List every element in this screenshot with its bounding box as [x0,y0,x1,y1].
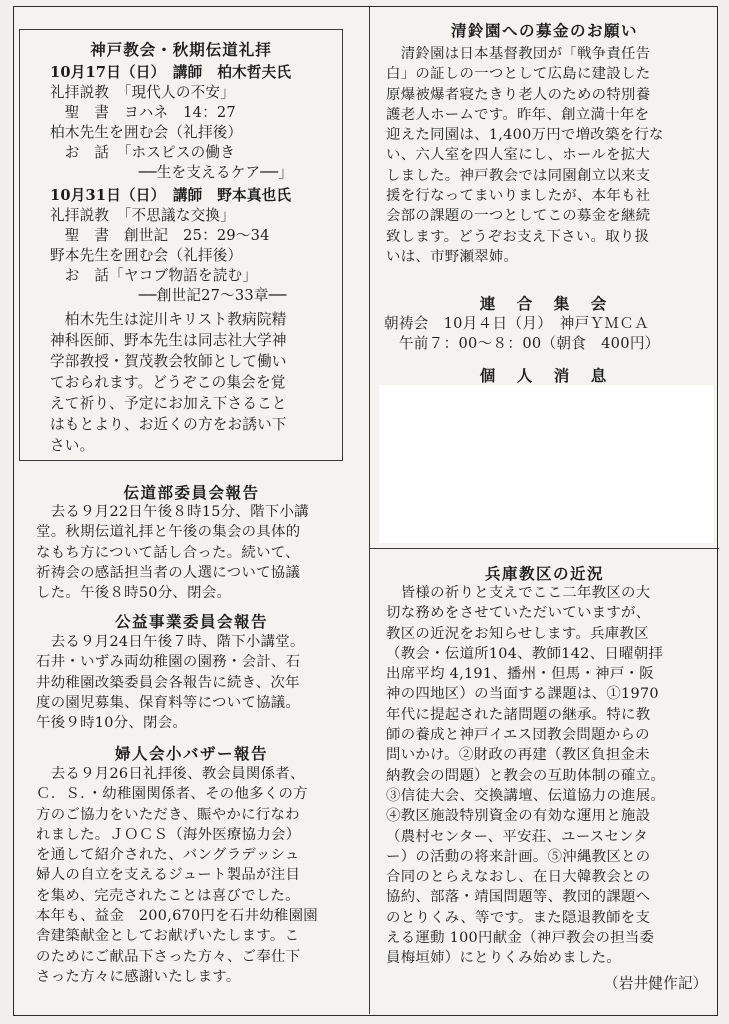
hyogo-title: 兵庫教区の近況 [484,564,604,583]
event-line: ておられます。どうぞこの集会を覚 [50,374,286,391]
event-line: はもとより、お近くの方をお誘い下 [50,416,287,433]
column-divider [369,7,370,1014]
event-line: 野本先生を囲む会（礼拝後） [50,247,243,264]
fujinkai-title: 婦人会小バザー報告 [114,744,268,763]
hyogo-body: 皆様の祈りと支えでここ二年教区の大 切な務めをさせていただいていますが、 教区の近況をお知らせします。兵庫教区 （教会・伝道所104、教師142、日曜朝拝 出席平均 4,191、播州・但馬・神戸・阪 神の四地区）の当面する課題は、①1970 年代に提起された諸問題の継承。特に教 師の養成と神戸イエス団教会問題からの 問いかけ。②財政の再建（教区負担金未 納教会の問題）と教会の互助体制の確立。 ③信徒大会、交換講壇、伝道協力の進展。 ④教区施設特別資金の有効な運用と施設 （農村センター、平安荘、ユースセンタ ー）の活動の将来計画。⑤沖縄教区との 合同のとらえなおし、在日大韓教会との 協約、部落・靖国問題等、教団的課題へ のとりくみ、等です。また隠退教師を支 える運動 100円献金（神戸教会の担当委 員梅垣姉）にとりくみ始めました。 [386,585,666,967]
event-line: ──生を支えるケア──」 [50,164,294,181]
event-title: 神戸教会・秋期伝道礼拝 [90,40,272,59]
event-line: 礼拝説教 「現代人の不安」 [50,84,236,101]
rengo-title: 連 合 集 会 [479,294,610,313]
event-line: 10月31日（日） 講師 野本真也氏 [50,187,292,204]
event-line: 礼拝説教 「不思議な交換」 [50,207,236,224]
rengo-body: 朝祷会 10月４日（月） 神戸ＹＭＣＡ 午前７：00〜８：00（朝食 400円） [384,315,660,353]
event-line: 聖 書 ヨハネ 14：27 [50,104,236,121]
event-line: 柏木先生は淀川キリスト教病院精 [50,311,287,328]
kojin-title: 個 人 消 息 [479,366,610,385]
event-line: さい。 [50,437,95,454]
seireien-title: 清鈴園への募金のお願い [450,21,638,40]
event-line: えて祈り、予定にお加え下さること [50,395,287,412]
event-line: お 話 「ホスピスの働き [50,144,236,161]
event-line: お 話「ヤコブ物語を読む」 [50,267,258,284]
event-line: 10月17日（日） 講師 柏木哲夫氏 [50,64,292,81]
event-box [19,29,343,461]
koueki-body: 去る９月24日午後７時、階下小講堂。 石井・いずみ両幼稚園の園務・会計、石 井幼稚園改築委員会各報告に続き、次年 度の園児募集、保育料等について協議。 午後９時10分、閉会。 [36,634,305,732]
event-line: 学部教授・賀茂教会牧師として働い [50,353,287,370]
hyogo-author: （岩井健作記） [604,975,708,992]
event-line: 柏木先生を囲む会（礼拝後） [50,124,243,141]
dendobu-body: 去る９月22日午後８時15分、階下小講 堂。秋期伝道礼拝と午後の集会の具体的 なもち方について話し合った。続いて、 祈祷会の感話担当者の人選について協議 した。午後８時50分、閉会。 [36,504,309,602]
bulletin-page [13,6,718,1016]
event-line: 神科医師、野本先生は同志社大学神 [50,332,287,349]
seireien-body: 清鈴園は日本基督教団が「戦争責任告 白」の証しの一つとして広島に建設した 原爆被爆者寝たきり老人のための特別養 護老人ホームです。昨年、創立満十年を 迎えた同園は、1,400万円で増改築を行な い、六人室を四人室にし、ホールを拡大 しました。神戸教会では同園創立以来支 援を行なってまいりましたが、本年も社 会部の課題の一つとしてこの募金を継続 致します。どうぞお支え下さい。取り扱 いは、市野瀬翠姉。 [386,46,664,265]
koueki-title: 公益事業委員会報告 [114,612,268,631]
event-line: ──創世記27〜33章── [50,287,287,304]
event-line: 聖 書 創世記 25：29〜34 [50,227,270,244]
section-divider [370,548,719,549]
fujinkai-body: 去る９月26日礼拝後、教会員関係者、 Ｃ．Ｓ．・幼稚園関係者、その他多くの方 方のご協力をいただき、賑やかに行なわ れました。ＪＯＣＳ（海外医療協力会） を通して紹介された、バングラデッシュ 婦人の自立を支えるジュート製品が注目 を集め、完売されたことは喜びでした。 本年も、益金 200,670円を石井幼稚園園 舎建築献金としてお献げいたします。こ のためにご献品下さった方々、ご奉仕下 さった方々に感謝いたします。 [36,766,318,985]
dendobu-title: 伝道部委員会報告 [123,483,260,502]
blank-area [379,385,714,543]
